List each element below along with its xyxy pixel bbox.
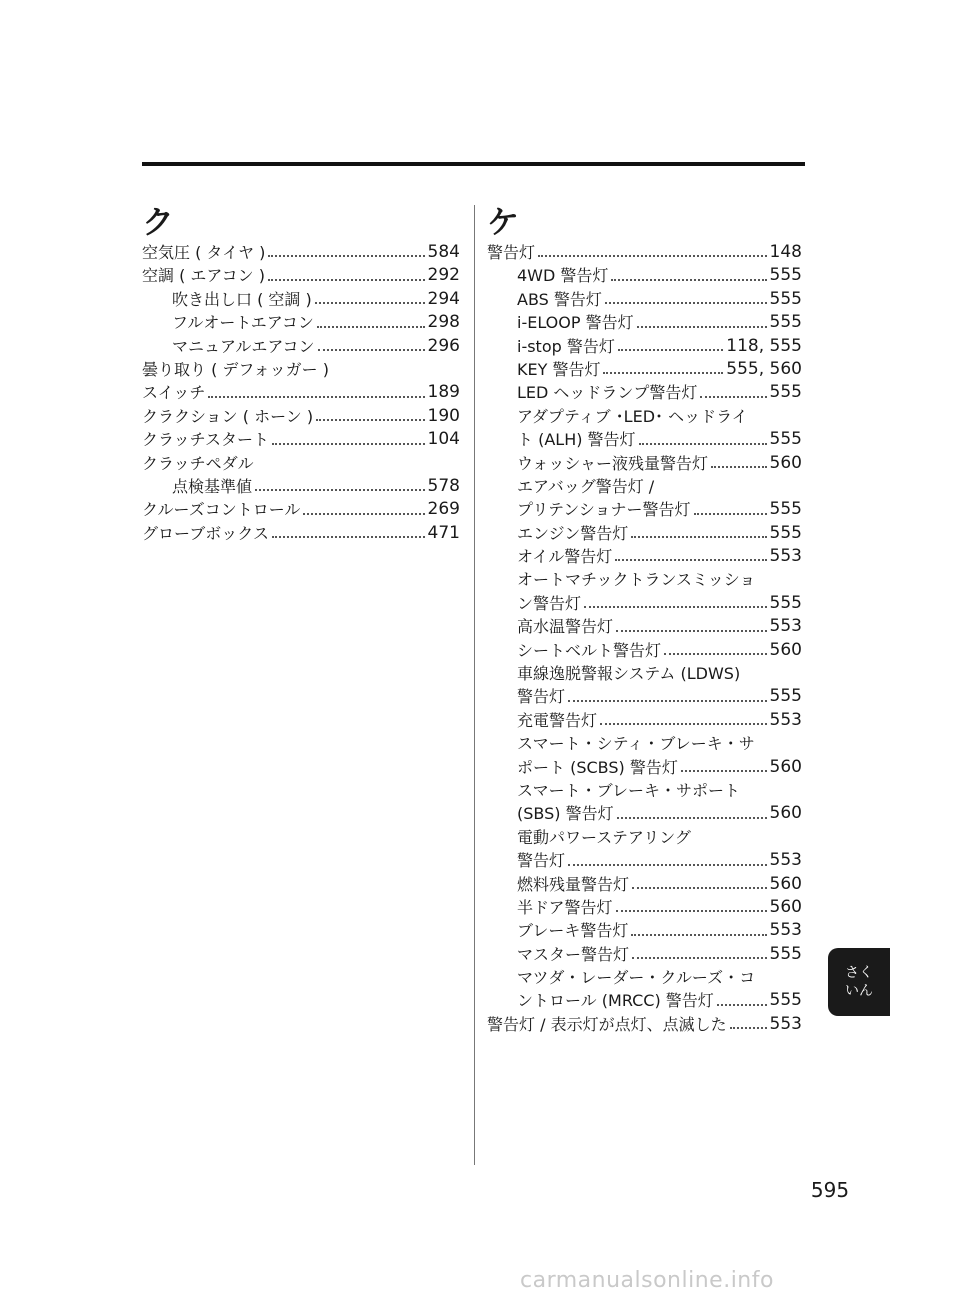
dot-leader [603,372,723,374]
index-entry [487,919,802,942]
dot-leader [616,630,767,632]
index-entry [487,732,802,755]
entry-text: クラッチペダル [142,453,254,473]
entry-text: 燃料残量警告灯 [517,874,630,894]
entry-page-ref[interactable]: 294 [427,288,460,309]
entry-page-ref[interactable]: 104 [427,429,460,450]
index-entry [142,335,460,358]
page-number: 595 [810,1178,850,1202]
index-entry [487,639,802,662]
index-entry [487,802,802,825]
entry-text: LED ヘッドランプ警告灯 [517,383,698,403]
entry-text: ン警告灯 [517,593,582,613]
index-entry [487,592,802,615]
entry-page-ref[interactable]: 555 [769,499,802,520]
entry-text: マツダ・レーダー・クルーズ・コ [517,968,756,988]
entry-page-ref[interactable]: 584 [427,241,460,262]
index-entry [487,826,802,849]
dot-leader [730,1027,767,1029]
dot-leader [315,302,425,304]
entry-page-ref[interactable]: 296 [427,335,460,356]
index-entry [487,1013,802,1036]
dot-leader [317,326,425,328]
entry-page-ref[interactable]: 555 [769,686,802,707]
index-entry [487,475,802,498]
dot-leader [664,653,767,655]
entry-text: 吹き出し口 ( 空調 ) [172,289,312,309]
index-entry [142,452,460,475]
index-entry [142,428,460,451]
entry-page-ref[interactable]: 269 [427,499,460,520]
entry-page-ref[interactable]: 148 [769,241,802,262]
index-entry [487,615,802,638]
entry-text: 半ドア警告灯 [517,897,613,917]
entry-text: 警告灯 [487,242,536,262]
entry-page-ref[interactable]: 553 [769,709,802,730]
entry-text: 充電警告灯 [517,710,598,730]
dot-leader [318,349,425,351]
entry-text: 警告灯 [517,851,566,871]
entry-page-ref[interactable]: 555 [769,382,802,403]
dot-leader [615,559,766,561]
dot-leader [538,255,767,257]
entry-text: オイル警告灯 [517,547,613,567]
index-entry [487,311,802,334]
dot-leader [208,396,424,398]
index-entry [487,241,802,264]
section-heading-ku: ク [142,203,175,241]
entry-text: 車線逸脱警報システム (LDWS) [517,664,741,684]
index-entry [487,662,802,685]
dot-leader [694,513,767,515]
index-entry [487,779,802,802]
entry-text: i-stop 警告灯 [517,336,615,356]
index-entry [487,990,802,1013]
entry-text: 高水温警告灯 [517,617,614,637]
entry-page-ref[interactable]: 553 [769,850,802,871]
index-entry [487,428,802,451]
entry-text: マスター警告灯 [517,944,630,964]
entry-text: クラッチスタート [142,430,270,450]
entry-page-ref[interactable]: 560 [769,896,802,917]
entry-text: 警告灯 / 表示灯が点灯、点滅した [487,1014,727,1034]
entry-text: スマート・シティ・ブレーキ・サ [517,734,755,754]
entry-page-ref[interactable]: 555, 560 [726,358,802,379]
entry-text: オートマチックトランスミッショ [517,570,756,590]
index-entry [487,288,802,311]
index-entry [142,311,460,334]
dot-leader [617,817,767,819]
index-tab-line2: いん [845,983,873,999]
entry-page-ref[interactable]: 555 [769,288,802,309]
entry-text: 空気圧 ( タイヤ ) [142,242,266,262]
index-entry [487,358,802,381]
dot-leader [618,349,723,351]
entry-text: 電動パワーステアリング [517,827,691,847]
entry-text: クラクション ( ホーン ) [142,406,314,426]
entry-text: KEY 警告灯 [517,359,601,379]
dot-leader [268,279,425,281]
entry-page-ref[interactable]: 471 [427,522,460,543]
dot-leader [711,466,767,468]
dot-leader [681,770,767,772]
dot-leader [616,910,767,912]
entry-page-ref[interactable]: 578 [427,475,460,496]
entry-page-ref[interactable]: 560 [769,803,802,824]
dot-leader [631,536,766,538]
dot-leader [700,396,766,398]
entry-text: ントロール (MRCC) 警告灯 [517,991,714,1011]
index-entry [487,452,802,475]
entry-page-ref[interactable]: 560 [769,452,802,473]
entry-page-ref[interactable]: 292 [427,265,460,286]
entry-text: エンジン警告灯 [517,523,629,543]
index-entry [487,849,802,872]
dot-leader [632,957,767,959]
entry-page-ref[interactable]: 298 [427,312,460,333]
index-entry [487,966,802,989]
dot-leader [303,513,424,515]
dot-leader [717,1004,767,1006]
dot-leader [605,302,767,304]
entry-text: グローブボックス [142,523,270,543]
section-heading-ke: ケ [487,203,520,241]
index-tab-line1: さく [845,965,873,981]
entry-page-ref[interactable]: 555 [769,943,802,964]
entry-text: 4WD 警告灯 [517,266,609,286]
index-entry [487,873,802,896]
index-entry [142,475,460,498]
entry-page-ref[interactable]: 560 [769,756,802,777]
entry-page-ref[interactable]: 555 [769,312,802,333]
index-entry [142,522,460,545]
entry-text: エアバッグ警告灯 / [517,476,655,496]
index-entry [142,288,460,311]
entry-text: ABS 警告灯 [517,289,602,309]
entry-page-ref[interactable]: 118, 555 [726,335,802,356]
dot-leader [568,700,767,702]
entry-page-ref[interactable]: 555 [769,990,802,1011]
index-entry [487,405,802,428]
index-entry [487,522,802,545]
index-entry [487,335,802,358]
dot-leader [272,443,425,445]
entry-page-ref[interactable]: 560 [769,639,802,660]
entry-text: ウォッシャー液残量警告灯 [517,453,709,473]
entry-page-ref[interactable]: 553 [769,1013,802,1034]
index-entry [487,264,802,287]
index-entry [142,405,460,428]
watermark: carmanualsonline.info [520,1268,774,1293]
entry-page-ref[interactable]: 555 [769,522,802,543]
entry-text: ポート (SCBS) 警告灯 [517,757,678,777]
entry-text: 空調 ( エアコン ) [142,266,265,286]
index-entry [487,381,802,404]
entry-list-ku [142,241,460,545]
entry-text: 点検基準値 [172,476,253,496]
index-entry [142,358,460,381]
index-entry [142,498,460,521]
entry-text: 曇り取り ( デフォッガー ) [142,359,329,379]
entry-text: ブレーキ警告灯 [517,921,629,941]
index-entry [487,756,802,779]
entry-text: フルオートエアコン [172,313,314,333]
entry-page-ref[interactable]: 555 [769,429,802,450]
entry-page-ref[interactable]: 553 [769,616,802,637]
entry-list-ke [487,241,802,1036]
index-entry [142,241,460,264]
dot-leader [316,419,424,421]
index-entry [487,709,802,732]
index-entry [142,381,460,404]
dot-leader [600,723,767,725]
entry-page-ref[interactable]: 190 [427,405,460,426]
dot-leader [584,606,767,608]
index-entry [487,943,802,966]
dot-leader [639,443,767,445]
entry-page-ref[interactable]: 189 [427,382,460,403]
entry-text: マニュアルエアコン [172,336,315,356]
entry-text: i-ELOOP 警告灯 [517,313,634,333]
entry-page-ref[interactable]: 560 [769,873,802,894]
index-entry [487,685,802,708]
entry-text: アダプティブ ･LED･ ヘッドライ [517,406,748,426]
entry-page-ref[interactable]: 555 [769,592,802,613]
entry-text: スイッチ [142,383,206,403]
column-divider [474,205,475,1165]
index-column-ku [142,205,460,545]
dot-leader [637,326,767,328]
dot-leader [632,887,767,889]
dot-leader [568,864,767,866]
dot-leader [272,536,425,538]
entry-text: シートベルト警告灯 [517,640,662,660]
index-entry [487,498,802,521]
top-rule [142,162,805,166]
entry-text: 警告灯 [517,687,566,707]
entry-text: (SBS) 警告灯 [517,804,614,824]
entry-page-ref[interactable]: 553 [769,920,802,941]
index-entry [487,568,802,591]
dot-leader [268,255,424,257]
entry-text: ト (ALH) 警告灯 [517,430,636,450]
entry-text: クルーズコントロール [142,500,301,520]
index-column-ke [487,205,802,1036]
dot-leader [631,934,766,936]
index-tab[interactable] [828,948,890,1016]
entry-text: プリテンショナー警告灯 [517,500,691,520]
dot-leader [255,489,425,491]
entry-page-ref[interactable]: 553 [769,546,802,567]
index-entry [142,264,460,287]
entry-page-ref[interactable]: 555 [769,265,802,286]
dot-leader [611,279,766,281]
index-entry [487,545,802,568]
index-entry [487,896,802,919]
entry-text: スマート・ブレーキ・サポート [517,780,741,800]
